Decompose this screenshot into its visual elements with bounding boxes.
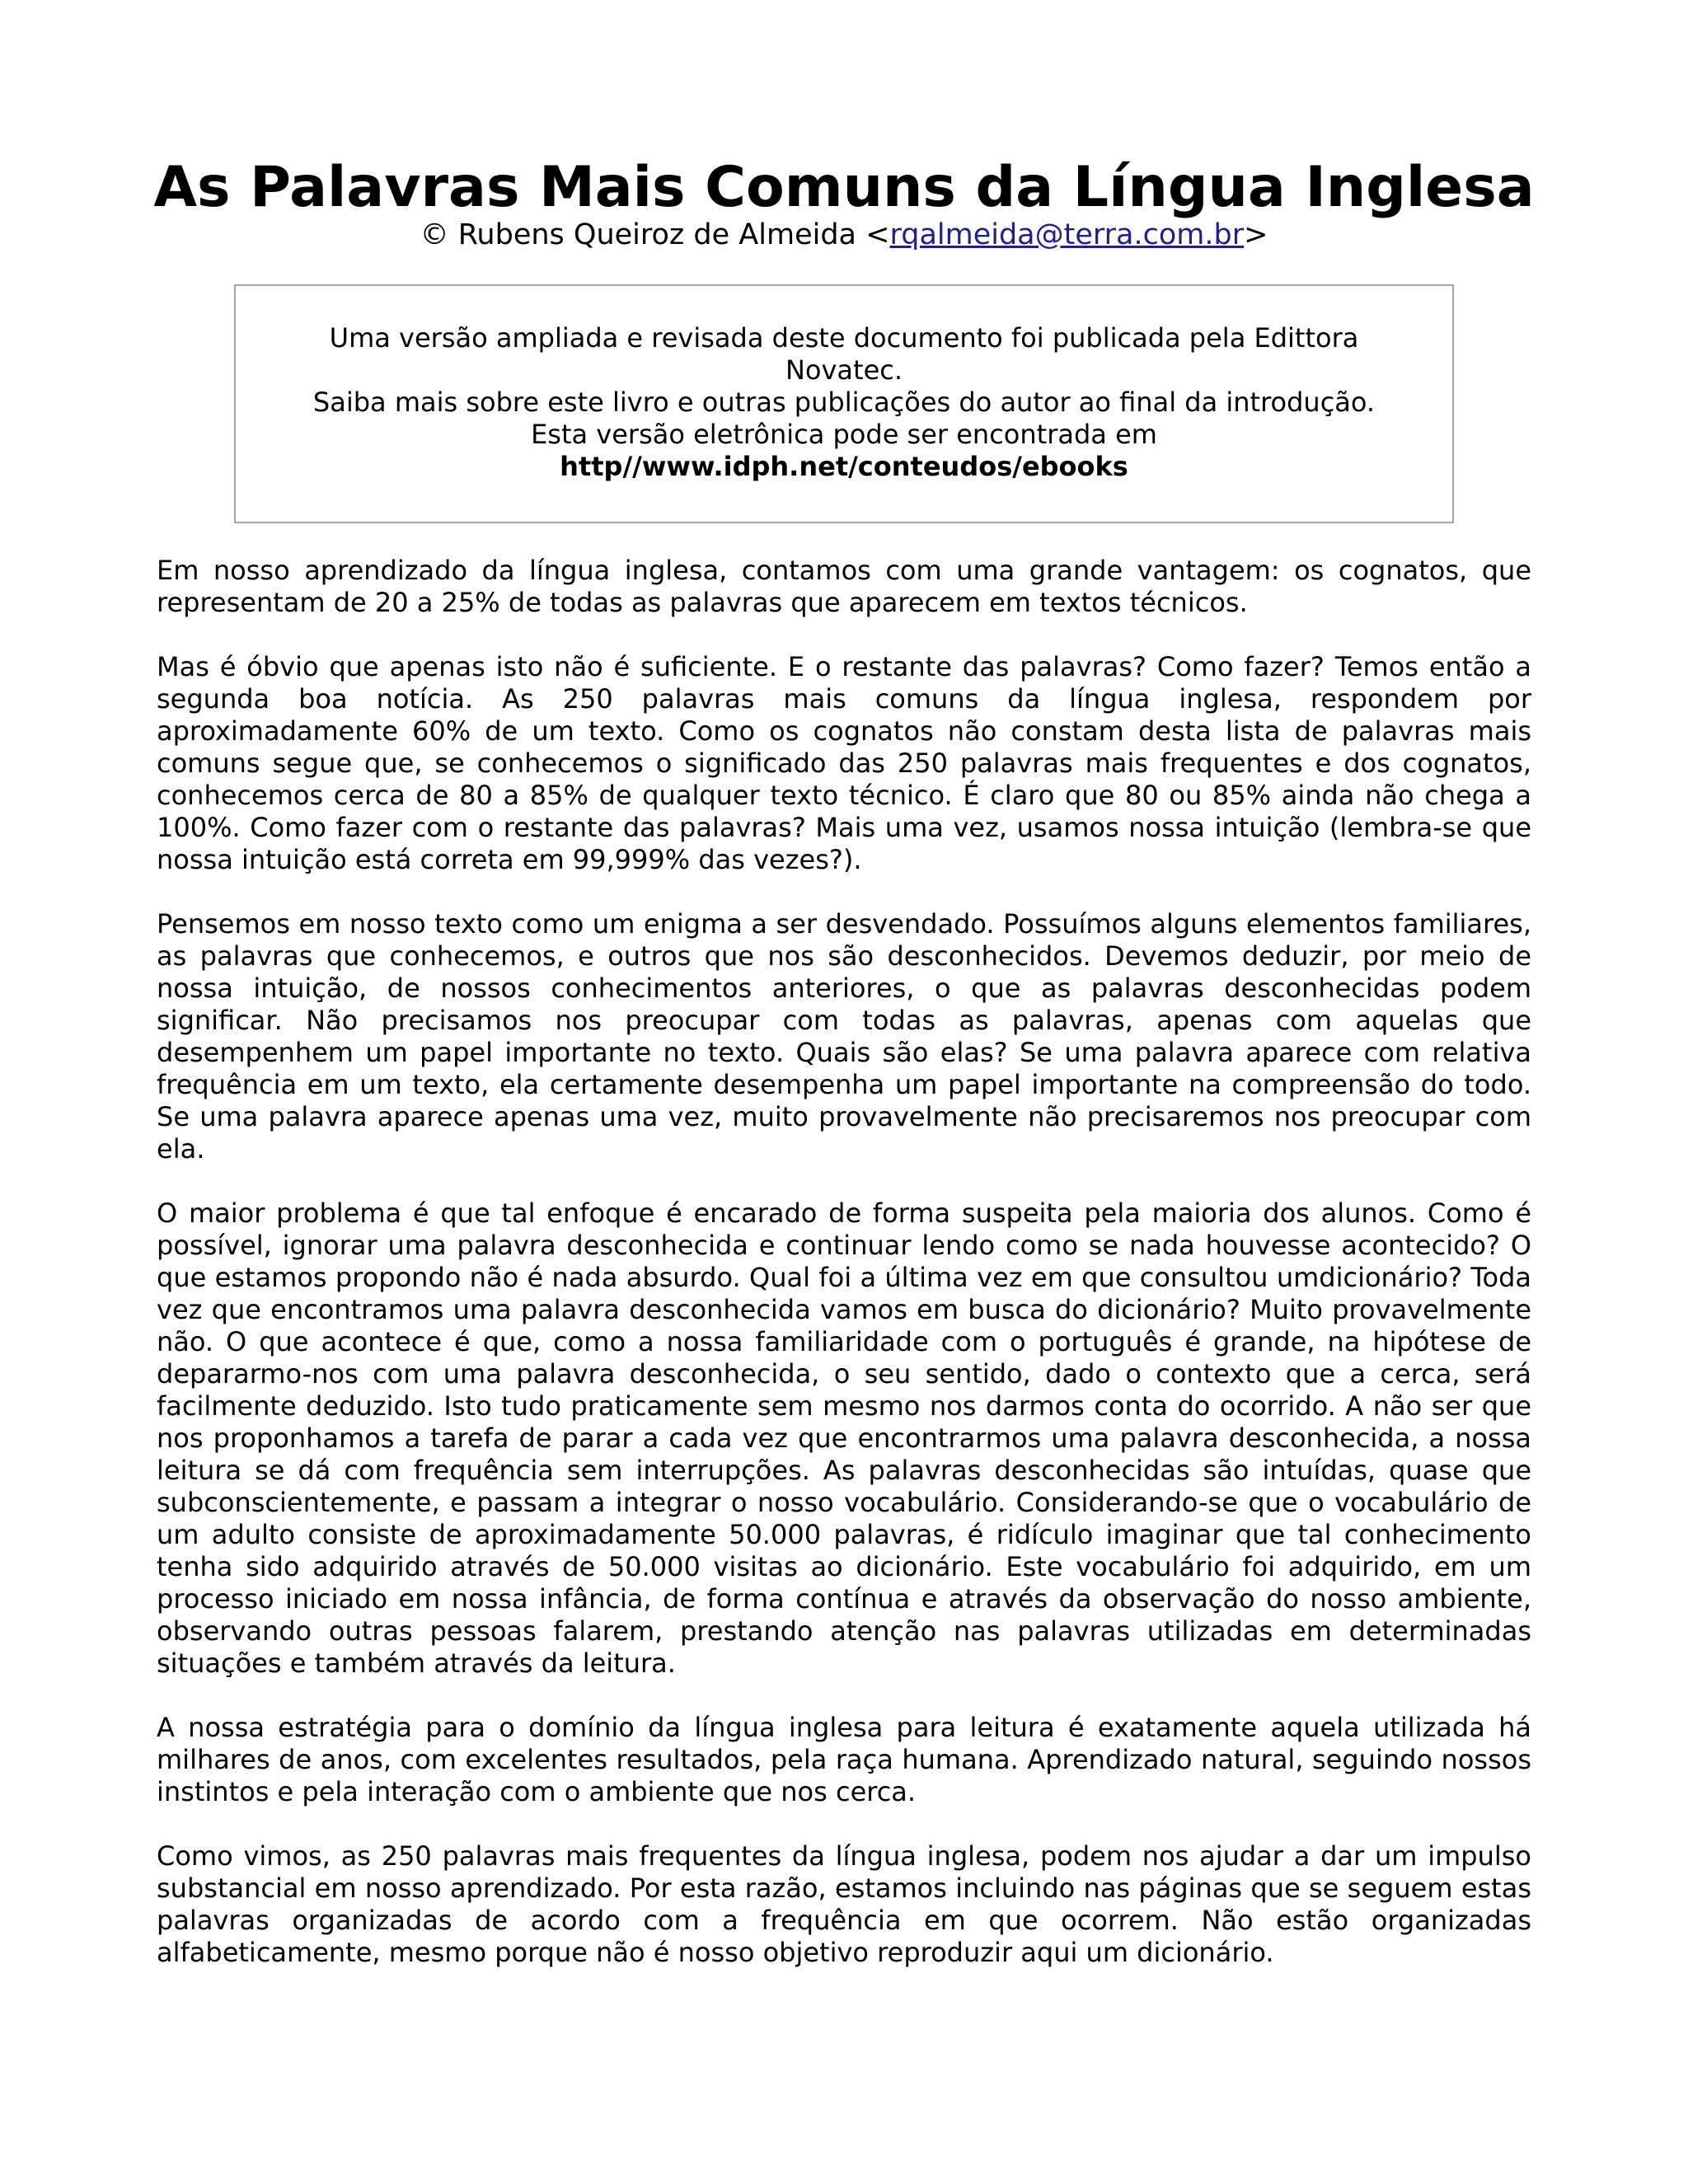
paragraph: A nossa estratégia para o domínio da língua inglesa para leitura é exatamente aquela utilizada há milhares de anos, com excelentes resultados, pela raça humana. Aprendizado natural, seguindo nossos instintos e pela interação com o ambiente que nos cerca. — [157, 1712, 1531, 1807]
paragraph: O maior problema é que tal enfoque é encarado de forma suspeita pela maioria dos alunos. Como é possível, ignorar uma palavra desconhecida e continuar lendo como se nada houvesse acontecido? O que estamos propondo não é nada absurdo. Qual foi a última vez em que consultou umdicionário? Toda vez que encontramos uma palavra desconhecida vamos em busca do dicionário? Muito provavelmente não. O que acontece é que, como a nossa familiaridade com o português é grande, na hipótese de depararmo-nos com uma palavra desconhecida, o seu sentido, dado o contexto que a cerca, será facilmente deduzido. Isto tudo praticamente sem mesmo nos darmos conta do ocorrido. A não ser que nos proponhamos a tarefa de parar a cada vez que encontrarmos uma palavra desconhecida, a nossa leitura se dá com frequência sem interrupções. As palavras desconhecidas são intuídas, quase que subconscientemente, e passam a integrar o nosso vocabulário. Considerando-se que o vocabulário de um adulto consiste de aproximadamente 50.000 palavras, é ridículo imaginar que tal conhecimento tenha sido adquirido através de 50.000 visitas ao dicionário. Este vocabulário foi adquirido, em um processo iniciado em nossa infância, de forma contínua e através da observação do nosso ambiente, observando outras pessoas falarem, prestando atenção nas palavras utilizadas em determinadas situações e também através da leitura. — [157, 1197, 1531, 1679]
document-title: As Palavras Mais Comuns da Língua Inglesa — [153, 155, 1535, 220]
author-suffix: > — [1244, 218, 1268, 251]
notice-box — [234, 284, 1454, 523]
notice-line-more-info: Saiba mais sobre este livro e outras publicações do autor ao final da introdução. — [312, 387, 1376, 418]
paragraph: Em nosso aprendizado da língua inglesa, contamos com uma grande vantagem: os cognatos, que representam de 20 a 25% de todas as palavras que aparecem em textos técnicos. — [157, 555, 1531, 618]
paragraph: Como vimos, as 250 palavras mais frequentes da língua inglesa, podem nos ajudar a dar um impulso substancial em nosso aprendizado. Por esta razão, estamos incluindo nas páginas que se seguem estas palavras organizadas de acordo com a frequência em que ocorrem. Não estão organizadas alfabeticamente, mesmo porque não é nosso objetivo reproduzir aqui um dicionário. — [157, 1840, 1531, 1968]
author-prefix: © Rubens Queiroz de Almeida < — [420, 218, 890, 251]
notice-line-electronic: Esta versão eletrônica pode ser encontrada em — [531, 419, 1157, 450]
paragraph: Mas é óbvio que apenas isto não é suficiente. E o restante das palavras? Como fazer? Temos então a segunda boa notícia. As 250 palavras mais comuns da língua inglesa, respondem por aproximadamente 60% de um texto. Como os cognatos não constam desta lista de palavras mais comuns segue que, se conhecemos o significado das 250 palavras mais frequentes e dos cognatos, conhecemos cerca de 80 a 85% de qualquer texto técnico. É claro que 80 ou 85% ainda não chega a 100%. Como fazer com o restante das palavras? Mais uma vez, usamos nossa intuição (lembra-se que nossa intuição está correta em 99,999% das vezes?). — [157, 651, 1531, 875]
body-text — [157, 555, 1531, 2001]
paragraph: Pensemos em nosso texto como um enigma a ser desvendado. Possuímos alguns elementos familiares, as palavras que conhecemos, e outros que nos são desconhecidos. Devemos deduzir, por meio de nossa intuição, de nossos conhecimentos anteriores, o que as palavras desconhecidas podem significar. Não precisamos nos preocupar com todas as palavras, apenas com aquelas que desempenhem um papel importante no texto. Quais são elas? Se uma palavra aparece com relativa frequência em um texto, ela certamente desempenha um papel importante na compreensão do todo. Se uma palavra aparece apenas uma vez, muito provavelmente não precisaremos nos preocupar com ela. — [157, 908, 1531, 1165]
author-line — [0, 216, 1688, 254]
author-email-link[interactable]: rqalmeida@terra.com.br — [889, 218, 1245, 251]
notice-url: http//www.idph.net/conteudos/ebooks — [560, 451, 1128, 482]
notice-line-publication: Uma versão ampliada e revisada deste documento foi publicada pela Edittora Novatec. — [329, 322, 1359, 386]
